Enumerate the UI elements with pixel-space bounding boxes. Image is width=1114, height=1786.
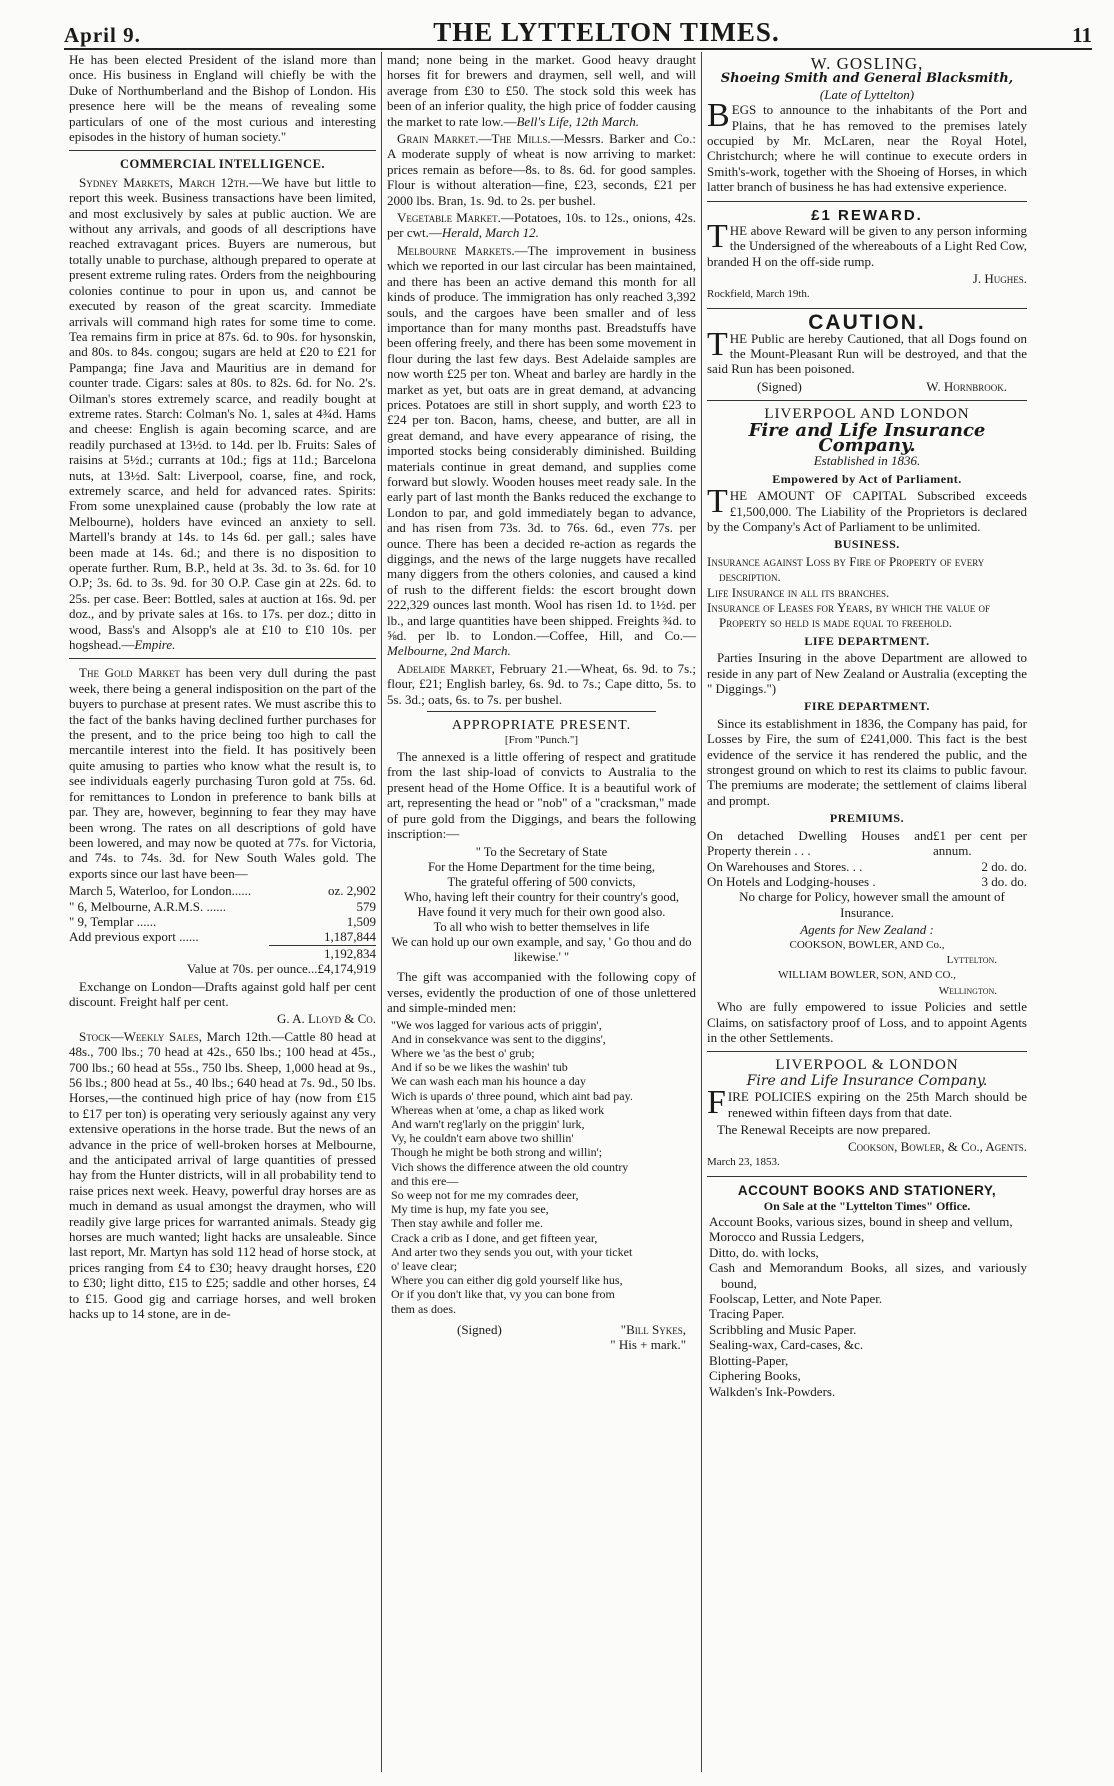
divider bbox=[707, 400, 1027, 401]
ll-signature: Cookson, Bowler, & Co., Agents. bbox=[847, 1139, 1027, 1155]
dropcap: T bbox=[707, 325, 728, 363]
lib-heading: LIVERPOOL AND LONDON bbox=[764, 406, 970, 423]
grain-lead: Grain Market.—The Mills.— bbox=[397, 131, 564, 147]
newspaper-title: THE LYTTELTON TIMES. bbox=[433, 17, 780, 47]
verse-line: Or if you don't like that, vy you can bone from bbox=[391, 1287, 615, 1302]
divider bbox=[69, 150, 376, 151]
gosling-late: (Late of Lyttelton) bbox=[819, 86, 915, 102]
fire-paragraph: Since its establishment in 1836, the Company has paid, for Losses by Fire, the sum of £241,000. This fact is the best evidence of the service it has rendered the public, and the strongest ground on which to rest its claims to public favour. The premiums are moderate; the settlement of claims liberal and prompt. bbox=[707, 715, 1027, 808]
export-unit: oz. bbox=[327, 883, 344, 899]
grain-paragraph bbox=[387, 131, 696, 208]
books-item: Ciphering Books, bbox=[709, 1368, 801, 1384]
sydney-body: We have but little to report this week. Business transactions have been limited, and most exclusively by sales at public auction. We are without any arrivals, and goods of all descriptions have reached extravagant prices. Buyers are numerous, but totally unable to purchase, although prepared to operate at present extreme ruling rates. Orders from the neighbouring colonies continue to pour in upon us, and cannot be executed by reason of the great scarcity. Immediate arrivals will command high rates for some time to come. Tea remains firm in price at 87s. 6d. to 90s. for hysonskin, and 80s. to 84s. congou; sugars are held at £20 to £21 for Pampanga; fine Java and Mauritius are in demand for counter trade. Cigars: sales at 80s. to 82s. 6d. for No. 2's. Oilman's stores extremely scarce, and readily bought at extreme rates. Starch: Colman's No. 1, sales at 4¾d. Hams and cheese: English is again becoming scarce, and are readily purchased at 13½d. to 14d. per lb. Fruits: Sales of raisins at 5½d.; currants at 10d.; figs at 11d.; Barcelona nuts, at 13½d. Salt: Liverpool, coarse, fine, and rock, extremely scarce, and held for advanced rates. Spirits: From some unexplained cause (probably the low rate at Melbourne), holders have evinced an anxiety to sell. Martell's brandy at 14s. to 14s 6d. per gall.; sales have been made at 14s. 6d.; and there is no disposition to operate further. Rum, B.P., held at 3s. 3d. to 3s. 6d. for 10 O.P; 3s. 6d. to 3s. 9d. for 30 O.P. Case gin at 22s. 6d. to 25s. per case. Beer: Bottled, sales at auction at 16s. 9d. per doz., and by private sales at 16s. to 17s. per doz.; ditto in wood, Bass's and Alsopp's ale at £10 to £10 10s. per hogshead.— bbox=[69, 174, 376, 653]
dropcap: T bbox=[707, 218, 728, 256]
export-label: " 9, Templar ...... bbox=[69, 913, 157, 929]
melbourne-body: The improvement in business which we reported in our last circular has been maintained, and there has been an active demand this month for all kinds of produce. The immigration has only reached 3,392 souls, and the cargoes have been smaller and of less importance than for many months past. Breadstuffs have been offering freely, and there has been some movement in flour during the last few days. Best Adelaide samples are now worth £25 per ton. Wheat and barley are hardly in the market as yet, but oats are in great demand, at advancing prices. Potatoes are still in short supply, and worth £23 to £24 per ton. Bacon, hams, cheese, and butter, are all in great demand, and have every appearance of rising, the imported stocks being considerably diminished. Building materials continue in great demand, and supplies come forward but slowly. Wooden houses meet ready sale. In the early part of last month the Banks reduced the exchange to London to par, and gold immediately began to advance, and has risen from 73s. 3d. to 76s. 6d., even 77s. per ounce. There has been a decided re-action as regards the diggings, and the news of the large nuggets have recalled many diggers from the others colonies, and caused a kind of rush to the different fields: the escort brought down 222,329 ounces last month. Wool has risen 1d. to 1½d. per lb., and large quantities have been shipped. Freights ¾d. to ⅝d. per lb. to London.—Coffee, Hill, and Co.— bbox=[387, 242, 696, 644]
present-source: [From "Punch."] bbox=[504, 734, 579, 747]
books-list bbox=[707, 1214, 1027, 1399]
present-heading: APPROPRIATE PRESENT. bbox=[451, 718, 632, 734]
divider bbox=[707, 1176, 1027, 1177]
premium-rate: 3 do. do. bbox=[981, 873, 1027, 889]
ll-body: IRE POLICIES expiring on the 25th March should be renewed within fifteen days from that date. bbox=[727, 1089, 1027, 1120]
export-value: 1,187,844 bbox=[324, 929, 376, 945]
business-item: Life Insurance in all its branches. bbox=[707, 584, 890, 600]
caution-heading: CAUTION. bbox=[808, 311, 926, 335]
ll-paragraph bbox=[707, 1084, 1027, 1122]
export-value: 2,902 bbox=[346, 883, 376, 899]
premiums-table bbox=[707, 828, 1027, 890]
column-3 bbox=[702, 52, 1032, 1772]
gosling-name: W. GOSLING, bbox=[810, 54, 924, 73]
stock-continued-text: mand; none being in the market. Good heavy draught horses fit for brewers and draymen, sell well, and will average from £30 to £50. The stock sold this week has been of an inferior quality, the high price of fodder causing the market to rate low.— bbox=[387, 52, 696, 129]
books-item: Ditto, do. with locks, bbox=[709, 1244, 819, 1260]
books-item: Blotting-Paper, bbox=[709, 1352, 789, 1368]
masthead bbox=[64, 12, 1092, 50]
reward-date: Rockfield, March 19th. bbox=[707, 287, 810, 300]
sydney-source: Empire. bbox=[134, 637, 176, 653]
ll-company: Fire and Life Insurance Company. bbox=[746, 1072, 988, 1089]
agent-2: WILLIAM BOWLER, SON, AND CO., bbox=[778, 969, 956, 982]
signature-block bbox=[387, 1322, 696, 1337]
stock-body: March 12th.—Cattle 80 head at 48s., 700 lbs.; 70 head at 42s., 650 lbs.; 100 head at 45s., 700 lbs.; 60 head at 55s., 750 lbs. Sheep, 1,000 head at 9s., 56 lbs.; 800 head at 5s., 40 lbs.; 640 head at 7s. 9d., 50 lbs. Horses,—the continued high price of hay (now from £15 to £17 per ton) is operating very seriously against any very extensive operations in the horse trade. But the news of an advance in the price of well-broken horses at Melbourne, and the anticipated arrival of large quantities of pressed hay from the Hunter districts, will in all probability tend to raise prices next week. Heavy, powerful dray horses are as much in demand as usual amongst the draymen, who will readily give large prices for warranted animals. Steady gig horses are much wanted; light hacks are unsaleable. Since last report, Mr. Martyn has sold 112 head of horse stock, at prices ranging from £4 to £30; heavy draught horses, £20 to £30; light ditto, £15 to £25; saddle and other horses, £4 to £15. Good gig and carriage horses, and well broken hacks up to 14 stone, are in de- bbox=[69, 1028, 376, 1322]
verse-line: Though he might be both strong and willin'; bbox=[391, 1145, 603, 1160]
exchange-signature: G. A. Lloyd & Co. bbox=[276, 1011, 376, 1027]
gosling-trade: Shoeing Smith and General Blacksmith, bbox=[720, 71, 1014, 87]
signer-name: "Bill Sykes, bbox=[620, 1321, 686, 1337]
verse-line: And arter two they sends you out, with your ticket bbox=[391, 1244, 633, 1259]
lib-capital-paragraph bbox=[707, 483, 1027, 534]
books-item: Account Books, various sizes, bound in sheep and vellum, bbox=[709, 1214, 1013, 1230]
column-1 bbox=[64, 52, 382, 1772]
gold-market-paragraph bbox=[69, 665, 376, 881]
melbourne-paragraph bbox=[387, 243, 696, 659]
premium-rate: 2 do. do. bbox=[981, 858, 1027, 874]
premium-row bbox=[707, 859, 1027, 874]
caution-paragraph bbox=[707, 325, 1027, 377]
caution-signed: (Signed) bbox=[757, 378, 802, 394]
gosling-body: EGS to announce to the inhabitants of the Port and Plains, that he has removed to the premises lately occupied by Mr. McLaren, near the Royal Hotel, Christchurch; where he will continue to execute orders in Smith's-work, together with the Shoeing of Horses, in which latter branch of business he has had extensive experience. bbox=[707, 102, 1027, 195]
books-item: Cash and Memorandum Books, all sizes, and variously bound, bbox=[709, 1260, 1027, 1291]
divider bbox=[427, 711, 656, 712]
books-item: Morocco and Russia Ledgers, bbox=[709, 1229, 865, 1245]
reward-heading: £1 REWARD. bbox=[811, 206, 923, 224]
melbourne-source: Melbourne, 2nd March. bbox=[387, 643, 511, 659]
section-heading-commercial: COMMERCIAL INTELLIGENCE. bbox=[119, 157, 326, 172]
ll-receipts: The Renewal Receipts are now prepared. bbox=[717, 1122, 931, 1137]
stock-paragraph bbox=[69, 1029, 376, 1322]
dropcap: F bbox=[707, 1084, 726, 1122]
lib-capital-body: HE AMOUNT OF CAPITAL Subscribed exceeds £1,500,000. The Liability of the Proprietors is declared by the Company's Act of Parliament to be unlimited. bbox=[707, 488, 1027, 534]
business-item: Insurance of Leases for Years, by which the value of Property so held is made equal to freehold. bbox=[707, 600, 991, 631]
verse-line: And if so be we likes the washin' tub bbox=[391, 1060, 568, 1075]
export-row bbox=[69, 883, 376, 898]
dropcap: B bbox=[707, 97, 730, 135]
verse-line: My time is hup, my fate you see, bbox=[391, 1202, 549, 1217]
lib-act: Empowered by Act of Parliament. bbox=[772, 471, 962, 486]
books-subheading: On Sale at the "Lyttelton Times" Office. bbox=[763, 1198, 971, 1213]
value-line: Value at 70s. per ounce...£4,174,919 bbox=[186, 961, 376, 977]
grain-body: Messrs. Barker and Co.: A moderate supply of wheat is now arriving to market: prices remain as before—8s. to 8s. 6d. for good samples. Flour is without alteration—fine, £23, seconds, £21 per 2000 lbs. Bran, 1s. 9d. to 2s. per bushel. bbox=[387, 131, 696, 208]
export-row bbox=[69, 899, 376, 914]
inscription-line: The grateful offering of 500 convicts, bbox=[447, 875, 636, 890]
premium-row bbox=[707, 874, 1027, 889]
verse-line: o' leave clear; bbox=[391, 1258, 458, 1273]
veg-body: Potatoes, 10s. to 12s., onions, 42s. per cwt.— bbox=[387, 210, 696, 241]
reward-body: HE above Reward will be given to any person informing the Undersigned of the whereabouts of a Light Red Cow, branded H on the off-side rump. bbox=[707, 223, 1027, 269]
melbourne-lead: Melbourne Markets.— bbox=[397, 242, 528, 258]
gift-paragraph: The gift was accompanied with the following copy of verses, evidently the production of one of those unlettered and simple-minded men: bbox=[387, 969, 696, 1016]
page-number: 11 bbox=[1072, 23, 1092, 47]
export-label: " 6, Melbourne, A.R.M.S. ...... bbox=[69, 898, 226, 914]
stock-source: Bell's Life, 12th March. bbox=[516, 113, 640, 129]
verse-line: Where you can either dig gold yourself like hus, bbox=[391, 1273, 623, 1288]
verse-line: and this ere— bbox=[391, 1173, 459, 1188]
verse-line: Vich shows the difference atween the old country bbox=[391, 1159, 629, 1174]
inscription-line: Have found it very much for their own good also. bbox=[417, 905, 666, 920]
business-heading: BUSINESS. bbox=[834, 537, 900, 552]
exports-table bbox=[69, 883, 376, 961]
present-paragraph: The annexed is a little offering of respect and gratitude from the last ship-load of convicts to Australia to the present head of the Home Office. It is a beautiful work of art, representing the head or "nob" of a "cracksman," made of pure gold from the Diggings, and bears the following inscription:— bbox=[387, 748, 696, 841]
veg-lead: Vegetable Market.— bbox=[397, 210, 514, 226]
books-item: Sealing-wax, Card-cases, &c. bbox=[709, 1337, 864, 1353]
inscription-line: Who, having left their country for their country's good, bbox=[403, 890, 680, 905]
divider bbox=[69, 658, 376, 659]
fire-heading: FIRE DEPARTMENT. bbox=[804, 699, 930, 714]
verse bbox=[387, 1018, 696, 1316]
gold-lead: The Gold Market bbox=[79, 665, 180, 681]
inscription-line: We can hold up our own example, and say, ' Go thou and do likewise.' " bbox=[391, 935, 692, 965]
gold-body: has been very dull during the past week, there being a general indisposition on the part of the buyers to purchase at present rates. We must ascribe this to the fact of the banks having declined further purchases for the present, and to the price being too high to call the mercantile interest into the field. It has positively been quite amusing to parties who know what the result is, to see individuals eagerly purchasing Turon gold at 75s. 6d. for remittances to London in preference to bank bills at par. They are, however, beginning to fear they may have been wrong. The rates on all descriptions of gold have been lowered, and may now be quoted at 77s. for Victoria, and 74s. to 74s. 3d. for New South Wales gold. The exports since our last have been— bbox=[69, 665, 376, 881]
divider bbox=[707, 201, 1027, 202]
books-item: Foolscap, Letter, and Note Paper. bbox=[709, 1291, 883, 1307]
books-item: Tracing Paper. bbox=[709, 1306, 785, 1322]
agent-2-place: Wellington. bbox=[938, 984, 997, 997]
verse-line: Crack a crib as I done, and get fifteen year, bbox=[391, 1230, 598, 1245]
sydney-lead: Sydney Markets, March 12th.— bbox=[79, 174, 262, 190]
life-paragraph: Parties Insuring in the above Department are allowed to reside in any part of New Zealand or Australia (excepting the " Diggings.") bbox=[707, 650, 1027, 697]
books-item: Scribbling and Music Paper. bbox=[709, 1321, 857, 1337]
books-item: Walkden's Ink-Powders. bbox=[709, 1383, 836, 1399]
agents-heading: Agents for New Zealand : bbox=[800, 922, 934, 938]
inscription-line: To all who wish to better themselves in life bbox=[433, 920, 650, 935]
caution-body: HE Public are hereby Cautioned, that all Dogs found on the Mount-Pleasant Run will be destroyed, and that the said Run has been poisoned. bbox=[707, 330, 1027, 377]
vegetable-paragraph bbox=[387, 210, 696, 241]
lib-established: Established in 1836. bbox=[813, 453, 921, 469]
adelaide-body: February 21.—Wheat, 6s. 9d. to 7s.; flour, £21; English barley, 6s. 9d. to 7s.; Cape ditto, 5s. to 5s. 3d.; oats, 6s. to 7s. per bushel. bbox=[387, 660, 697, 707]
intro-paragraph: He has been elected President of the island more than once. His business in England will chiefly be with the Duke of Northumberland and the Bishop of London. His presence here will be the means of revealing some particulars of one of the most curious and interesting episodes in the history of human society." bbox=[69, 52, 376, 145]
verse-line: And in consekvance was sent to the diggins', bbox=[391, 1031, 606, 1046]
adelaide-lead: Adelaide Market, bbox=[397, 660, 495, 676]
signer-mark: " His + mark." bbox=[610, 1337, 686, 1353]
dropcap: T bbox=[707, 483, 728, 521]
inscription-line: For the Home Department for the time being, bbox=[427, 860, 656, 875]
verse-line: Then stay awhile and foller me. bbox=[391, 1216, 543, 1231]
verse-line: them as does. bbox=[391, 1301, 456, 1316]
ll-date: March 23, 1853. bbox=[707, 1155, 780, 1168]
verse-line: Vy, he couldn't earn above two shillin' bbox=[391, 1131, 574, 1146]
gosling-paragraph bbox=[707, 97, 1027, 195]
business-item: Insurance against Loss by Fire of Property of every description. bbox=[707, 553, 985, 585]
verse-line: Where we 'as the best o' grub; bbox=[391, 1045, 535, 1060]
ll-heading: LIVERPOOL & LONDON bbox=[775, 1057, 959, 1074]
caution-signature: W. Hornbrook. bbox=[926, 378, 1007, 394]
stock-continued bbox=[387, 52, 696, 129]
premium-label: On Hotels and Lodging-houses . bbox=[707, 873, 876, 889]
verse-line: Whereas when at 'ome, a chap as liked work bbox=[391, 1102, 605, 1117]
export-total: 1,192,834 bbox=[269, 945, 376, 961]
premium-label: On Warehouses and Stores. . . bbox=[707, 858, 863, 874]
agent-1: COOKSON, BOWLER, AND Co., bbox=[789, 938, 945, 951]
export-row bbox=[69, 914, 376, 929]
export-value: 579 bbox=[356, 898, 376, 914]
books-heading: ACCOUNT BOOKS AND STATIONERY, bbox=[737, 1183, 997, 1199]
inscription bbox=[387, 845, 696, 965]
export-label: Add previous export ...... bbox=[69, 929, 199, 945]
caution-signature-row bbox=[707, 379, 1027, 394]
veg-source: Herald, March 12. bbox=[441, 225, 539, 241]
premium-label: On detached Dwelling Houses and Property therein . . . bbox=[707, 827, 934, 859]
reward-signature: J. Hughes. bbox=[972, 271, 1027, 287]
agents-paragraph: Who are fully empowered to issue Policies and settle Claims, on satisfactory proof of Loss, and to appoint Agents in the other Settlements. bbox=[707, 999, 1027, 1045]
inscription-line: " To the Secretary of State bbox=[475, 845, 608, 860]
agent-1-place: Lyttelton. bbox=[946, 953, 997, 966]
premium-rate: £1 per cent per annum. bbox=[933, 827, 1027, 859]
verse-line: And warn't reg'larly on the priggin' lurk, bbox=[391, 1116, 585, 1131]
verse-line: "We wos lagged for various acts of priggin', bbox=[391, 1017, 602, 1032]
export-value: 1,509 bbox=[346, 913, 376, 929]
divider bbox=[707, 1051, 1027, 1052]
export-label: March 5, Waterloo, for London...... bbox=[69, 883, 252, 899]
no-charge: No charge for Policy, however small the amount of Insurance. bbox=[739, 889, 1005, 920]
verse-line: Wich is upards o' three pound, which aint bad pay. bbox=[391, 1088, 633, 1103]
sydney-markets-paragraph bbox=[69, 175, 376, 653]
column-2 bbox=[382, 52, 702, 1772]
premiums-heading: PREMIUMS. bbox=[829, 811, 905, 826]
stock-lead: Stock—Weekly Sales, bbox=[79, 1028, 202, 1044]
life-heading: LIFE DEPARTMENT. bbox=[804, 633, 930, 648]
verse-line: We can wash each man his hounce a day bbox=[391, 1074, 586, 1089]
adelaide-paragraph bbox=[387, 661, 696, 707]
export-row bbox=[69, 929, 376, 944]
verse-line: So weep not for me my comrades deer, bbox=[391, 1187, 579, 1202]
issue-date: April 9. bbox=[64, 23, 141, 47]
exchange-paragraph: Exchange on London—Drafts against gold half per cent discount. Freight half per cent. bbox=[69, 978, 376, 1009]
lib-company: Fire and Life Insurance Company. bbox=[748, 419, 986, 456]
premium-row bbox=[707, 828, 1027, 859]
signed-label: (Signed) bbox=[457, 1321, 502, 1337]
reward-paragraph bbox=[707, 218, 1027, 269]
divider bbox=[707, 308, 1027, 309]
